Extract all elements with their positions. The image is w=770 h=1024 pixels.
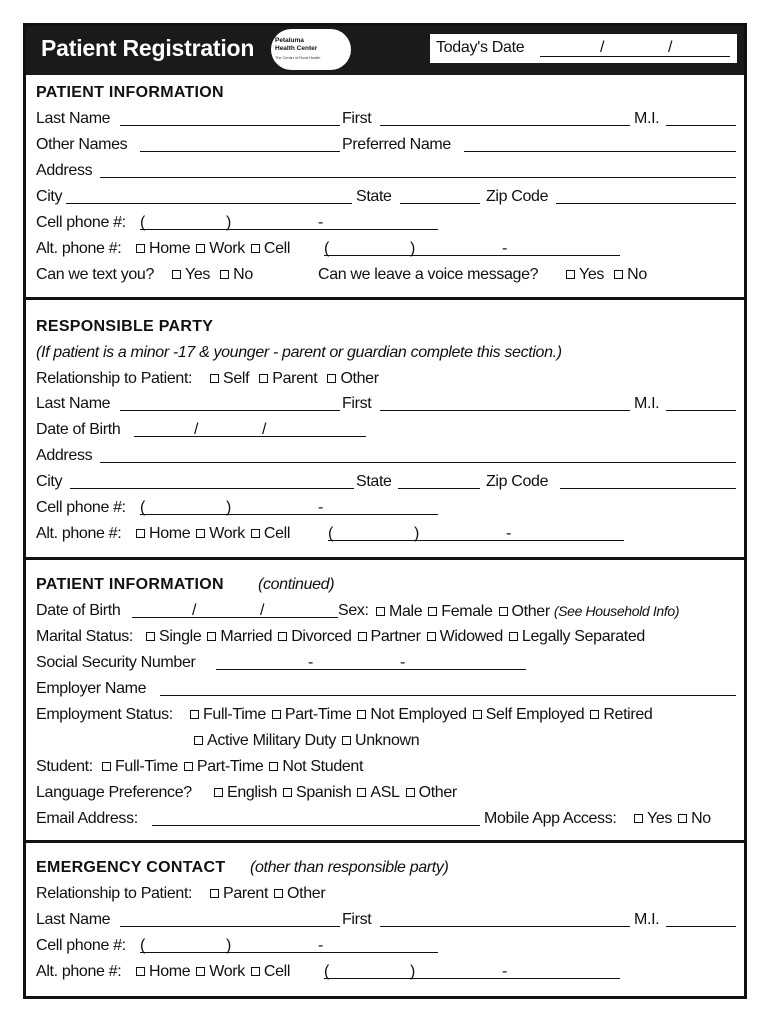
mobile-app-options [632, 808, 715, 830]
marital-status-label: Marital Status: [36, 628, 134, 645]
patient-info-heading: PATIENT INFORMATION [36, 84, 224, 101]
date-separator: / [194, 421, 199, 438]
phone-dash: - [502, 963, 507, 980]
form-header [26, 26, 744, 75]
address-label: Address [36, 447, 93, 464]
email-field[interactable] [152, 825, 480, 826]
paren-open: ( [324, 963, 329, 980]
ssn-dash: - [400, 654, 405, 671]
paren-close: ) [226, 214, 231, 231]
ec-alt-phone-row [36, 961, 736, 983]
employment-options [188, 704, 656, 726]
employer-name-label: Employer Name [36, 680, 147, 697]
other-names-row [36, 134, 736, 156]
date-separator: / [260, 602, 265, 619]
registration-form [23, 23, 747, 999]
paren-close: ) [226, 499, 231, 516]
address-label: Address [36, 162, 93, 179]
student-options [100, 756, 367, 778]
home-checkbox[interactable] [136, 529, 145, 538]
student-part-time-label: Part-Time [196, 758, 264, 775]
section-divider [26, 840, 744, 843]
emergency-contact-heading: EMERGENCY CONTACT [36, 859, 226, 876]
alt-phone-label: Alt. phone #: [36, 525, 122, 542]
parent-label: Parent [223, 885, 269, 902]
rp-alt-phone-field[interactable] [328, 540, 624, 541]
asl-checkbox[interactable] [357, 788, 366, 797]
emergency-heading-row [36, 857, 736, 879]
employment-row [36, 704, 736, 726]
cell-label: Cell [263, 963, 291, 980]
self-employed-checkbox[interactable] [473, 710, 482, 719]
parent-label: Parent [272, 370, 318, 387]
single-label: Single [159, 628, 202, 645]
female-checkbox[interactable] [428, 607, 437, 616]
city-label: City [36, 188, 63, 205]
email-label: Email Address: [36, 810, 138, 827]
not-student-label: Not Student [282, 758, 364, 775]
legally-separated-checkbox[interactable] [509, 632, 518, 641]
english-checkbox[interactable] [214, 788, 223, 797]
student-full-time-checkbox[interactable] [102, 762, 111, 771]
language-row [36, 782, 736, 804]
rp-alt-phone-row [36, 523, 736, 545]
cell-phone-label: Cell phone #: [36, 214, 126, 231]
city-label: City [36, 473, 63, 490]
retired-checkbox[interactable] [590, 710, 599, 719]
sex-other-label: Other [511, 603, 550, 620]
female-label: Female [441, 603, 493, 620]
other-checkbox[interactable] [327, 374, 336, 383]
other-names-field[interactable] [140, 151, 340, 152]
rp-zip-field[interactable] [560, 488, 736, 489]
not-student-checkbox[interactable] [269, 762, 278, 771]
phone-dash: - [318, 937, 323, 954]
todays-date-box [430, 34, 737, 63]
ssn-dash: - [308, 654, 313, 671]
contact-permission-row [36, 264, 736, 286]
voice-options [564, 264, 651, 286]
address-row [36, 160, 736, 182]
partner-checkbox[interactable] [358, 632, 367, 641]
unknown-checkbox[interactable] [342, 736, 351, 745]
ssn-row [36, 652, 736, 674]
no-label: No [691, 810, 711, 827]
section-divider [26, 557, 744, 560]
work-label: Work [209, 963, 245, 980]
work-checkbox[interactable] [196, 529, 205, 538]
last-name-label: Last Name [36, 110, 111, 127]
mi-label: M.I. [634, 395, 660, 412]
yes-label: Yes [647, 810, 673, 827]
retired-label: Retired [603, 706, 653, 723]
sex-options [374, 600, 679, 623]
ec-relationship-options [208, 883, 329, 905]
phone-dash: - [506, 525, 511, 542]
part-time-label: Part-Time [284, 706, 352, 723]
cell-phone-label: Cell phone #: [36, 499, 126, 516]
ec-parent-checkbox[interactable] [210, 889, 219, 898]
paren-open: ( [140, 937, 145, 954]
state-label: State [356, 473, 392, 490]
voice-no-checkbox[interactable] [614, 270, 623, 279]
zip-label: Zip Code [486, 188, 549, 205]
mobile-no-checkbox[interactable] [678, 814, 687, 823]
text-question: Can we text you? [36, 266, 155, 283]
alt-phone-label: Alt. phone #: [36, 240, 122, 257]
paren-open: ( [328, 525, 333, 542]
work-label: Work [209, 240, 245, 257]
text-no-checkbox[interactable] [220, 270, 229, 279]
yes-label: Yes [185, 266, 211, 283]
logo-tagline: The Center of Rural Health [275, 56, 321, 60]
text-options [170, 264, 257, 286]
ec-relationship-row [36, 883, 736, 905]
partner-label: Partner [370, 628, 421, 645]
sex-other-checkbox[interactable] [499, 607, 508, 616]
unknown-label: Unknown [355, 732, 420, 749]
preferred-name-label: Preferred Name [342, 136, 451, 153]
paren-open: ( [324, 240, 329, 257]
rp-last-name-field[interactable] [120, 410, 340, 411]
employment-options-2 [192, 730, 423, 752]
widowed-label: Widowed [439, 628, 503, 645]
divorced-checkbox[interactable] [278, 632, 287, 641]
not-employed-label: Not Employed [370, 706, 467, 723]
married-label: Married [220, 628, 273, 645]
student-row [36, 756, 736, 778]
single-checkbox[interactable] [146, 632, 155, 641]
ec-name-row [36, 909, 736, 931]
home-label: Home [149, 963, 191, 980]
city-field[interactable] [66, 203, 352, 204]
cell-checkbox[interactable] [251, 244, 260, 253]
ec-alt-phone-field[interactable] [324, 978, 620, 979]
date-separator: / [600, 39, 605, 56]
language-other-checkbox[interactable] [406, 788, 415, 797]
phone-dash: - [502, 240, 507, 257]
continued-note: (continued) [258, 576, 335, 593]
cell-phone-field[interactable] [140, 229, 438, 230]
rp-cell-phone-row [36, 497, 736, 519]
rp-relationship-row [36, 368, 736, 390]
zip-label: Zip Code [486, 473, 549, 490]
alt-phone-types [134, 238, 294, 260]
last-name-field[interactable] [120, 125, 340, 126]
paren-close: ) [410, 240, 415, 257]
english-label: English [227, 784, 278, 801]
other-label: Other [340, 370, 379, 387]
legally-separated-label: Legally Separated [521, 628, 645, 645]
rp-dob-row [36, 419, 736, 441]
home-checkbox[interactable] [136, 244, 145, 253]
ec-last-name-field[interactable] [120, 926, 340, 927]
employment-row-2 [36, 730, 736, 752]
patient-name-row [36, 108, 736, 130]
mobile-app-label: Mobile App Access: [484, 810, 617, 827]
patient-cont-heading-row [36, 574, 736, 596]
voice-question: Can we leave a voice message? [318, 266, 539, 283]
date-separator: / [262, 421, 267, 438]
rp-first-name-field[interactable] [380, 410, 630, 411]
patient-heading-row [36, 82, 736, 104]
rp-mi-field[interactable] [666, 410, 736, 411]
no-label: No [627, 266, 647, 283]
marital-options [144, 626, 649, 648]
self-label: Self [223, 370, 250, 387]
paren-close: ) [226, 937, 231, 954]
yes-label: Yes [579, 266, 605, 283]
widowed-checkbox[interactable] [427, 632, 436, 641]
alt-phone-field[interactable] [324, 255, 620, 256]
mi-label: M.I. [634, 911, 660, 928]
employment-status-label: Employment Status: [36, 706, 173, 723]
todays-date-field[interactable] [540, 56, 730, 57]
other-names-label: Other Names [36, 136, 128, 153]
work-label: Work [209, 525, 245, 542]
cell-label: Cell [263, 525, 291, 542]
rp-state-field[interactable] [398, 488, 480, 489]
responsible-note: (If patient is a minor -17 & younger - parent or guardian complete this section.) [36, 344, 562, 361]
state-label: State [356, 188, 392, 205]
work-checkbox[interactable] [196, 967, 205, 976]
preferred-name-field[interactable] [464, 151, 736, 152]
ec-mi-field[interactable] [666, 926, 736, 927]
cell-checkbox[interactable] [251, 967, 260, 976]
asl-label: ASL [370, 784, 400, 801]
first-name-label: First [342, 395, 372, 412]
self-employed-label: Self Employed [485, 706, 585, 723]
responsible-note-row [36, 342, 736, 364]
language-other-label: Other [418, 784, 457, 801]
alt-phone-types [134, 961, 294, 983]
state-field[interactable] [400, 203, 480, 204]
ec-other-checkbox[interactable] [274, 889, 283, 898]
paren-open: ( [140, 214, 145, 231]
marital-row [36, 626, 736, 648]
logo-text-line1: Petaluma [275, 37, 304, 44]
paren-close: ) [410, 963, 415, 980]
clinic-logo [271, 29, 351, 70]
student-part-time-checkbox[interactable] [184, 762, 193, 771]
no-label: No [233, 266, 253, 283]
dob-label: Date of Birth [36, 421, 121, 438]
mi-field[interactable] [666, 125, 736, 126]
pc-dob-field[interactable] [132, 617, 338, 618]
full-time-label: Full-Time [203, 706, 266, 723]
mobile-yes-checkbox[interactable] [634, 814, 643, 823]
rp-address-field[interactable] [100, 462, 736, 463]
last-name-label: Last Name [36, 395, 111, 412]
alt-phone-types [134, 523, 294, 545]
ec-cell-phone-field[interactable] [140, 952, 438, 953]
cell-phone-row [36, 212, 736, 234]
home-checkbox[interactable] [136, 967, 145, 976]
male-label: Male [389, 603, 423, 620]
ec-first-name-field[interactable] [380, 926, 630, 927]
language-label: Language Preference? [36, 784, 192, 801]
voice-yes-checkbox[interactable] [566, 270, 575, 279]
spanish-checkbox[interactable] [283, 788, 292, 797]
other-label: Other [287, 885, 326, 902]
rp-city-row [36, 471, 736, 493]
home-label: Home [149, 525, 191, 542]
first-name-label: First [342, 911, 372, 928]
first-name-field[interactable] [380, 125, 630, 126]
ec-cell-phone-row [36, 935, 736, 957]
pc-dob-row [36, 600, 736, 622]
section-divider [26, 297, 744, 300]
part-time-checkbox[interactable] [272, 710, 281, 719]
work-checkbox[interactable] [196, 244, 205, 253]
rp-city-field[interactable] [70, 488, 354, 489]
address-field[interactable] [100, 177, 736, 178]
mi-label: M.I. [634, 110, 660, 127]
full-time-checkbox[interactable] [190, 710, 199, 719]
phone-dash: - [318, 214, 323, 231]
active-military-label: Active Military Duty [207, 732, 337, 749]
rp-name-row [36, 393, 736, 415]
alt-phone-row [36, 238, 736, 260]
todays-date-label: Today's Date [436, 39, 525, 56]
rp-address-row [36, 445, 736, 467]
cell-label: Cell [263, 240, 291, 257]
responsible-heading-row [36, 316, 736, 338]
date-separator: / [192, 602, 197, 619]
dob-label: Date of Birth [36, 602, 121, 619]
zip-field[interactable] [556, 203, 736, 204]
student-label: Student: [36, 758, 93, 775]
male-checkbox[interactable] [376, 607, 385, 616]
alt-phone-label: Alt. phone #: [36, 963, 122, 980]
employer-row [36, 678, 736, 700]
cell-checkbox[interactable] [251, 529, 260, 538]
rp-cell-phone-field[interactable] [140, 514, 438, 515]
home-label: Home [149, 240, 191, 257]
email-row [36, 808, 736, 830]
ssn-label: Social Security Number [36, 654, 196, 671]
emergency-note: (other than responsible party) [250, 859, 449, 876]
logo-text-line2: Health Center [275, 45, 318, 52]
active-military-checkbox[interactable] [194, 736, 203, 745]
paren-open: ( [140, 499, 145, 516]
text-yes-checkbox[interactable] [172, 270, 181, 279]
employer-name-field[interactable] [160, 695, 736, 696]
date-separator: / [668, 39, 673, 56]
paren-close: ) [414, 525, 419, 542]
patient-cont-heading: PATIENT INFORMATION [36, 576, 224, 593]
student-full-time-label: Full-Time [115, 758, 178, 775]
household-info-note: (See Household Info) [553, 603, 680, 619]
divorced-label: Divorced [291, 628, 352, 645]
married-checkbox[interactable] [207, 632, 216, 641]
language-options [212, 782, 461, 804]
cell-phone-label: Cell phone #: [36, 937, 126, 954]
last-name-label: Last Name [36, 911, 111, 928]
relationship-label: Relationship to Patient: [36, 370, 193, 387]
parent-checkbox[interactable] [259, 374, 268, 383]
relationship-options [208, 368, 383, 390]
phone-dash: - [318, 499, 323, 516]
city-row [36, 186, 736, 208]
rp-dob-field[interactable] [134, 436, 366, 437]
first-name-label: First [342, 110, 372, 127]
self-checkbox[interactable] [210, 374, 219, 383]
sex-label: Sex: [338, 602, 369, 619]
spanish-label: Spanish [296, 784, 352, 801]
relationship-label: Relationship to Patient: [36, 885, 193, 902]
form-title: Patient Registration [41, 35, 255, 61]
ssn-field[interactable] [216, 669, 526, 670]
responsible-party-heading: RESPONSIBLE PARTY [36, 318, 214, 335]
not-employed-checkbox[interactable] [357, 710, 366, 719]
